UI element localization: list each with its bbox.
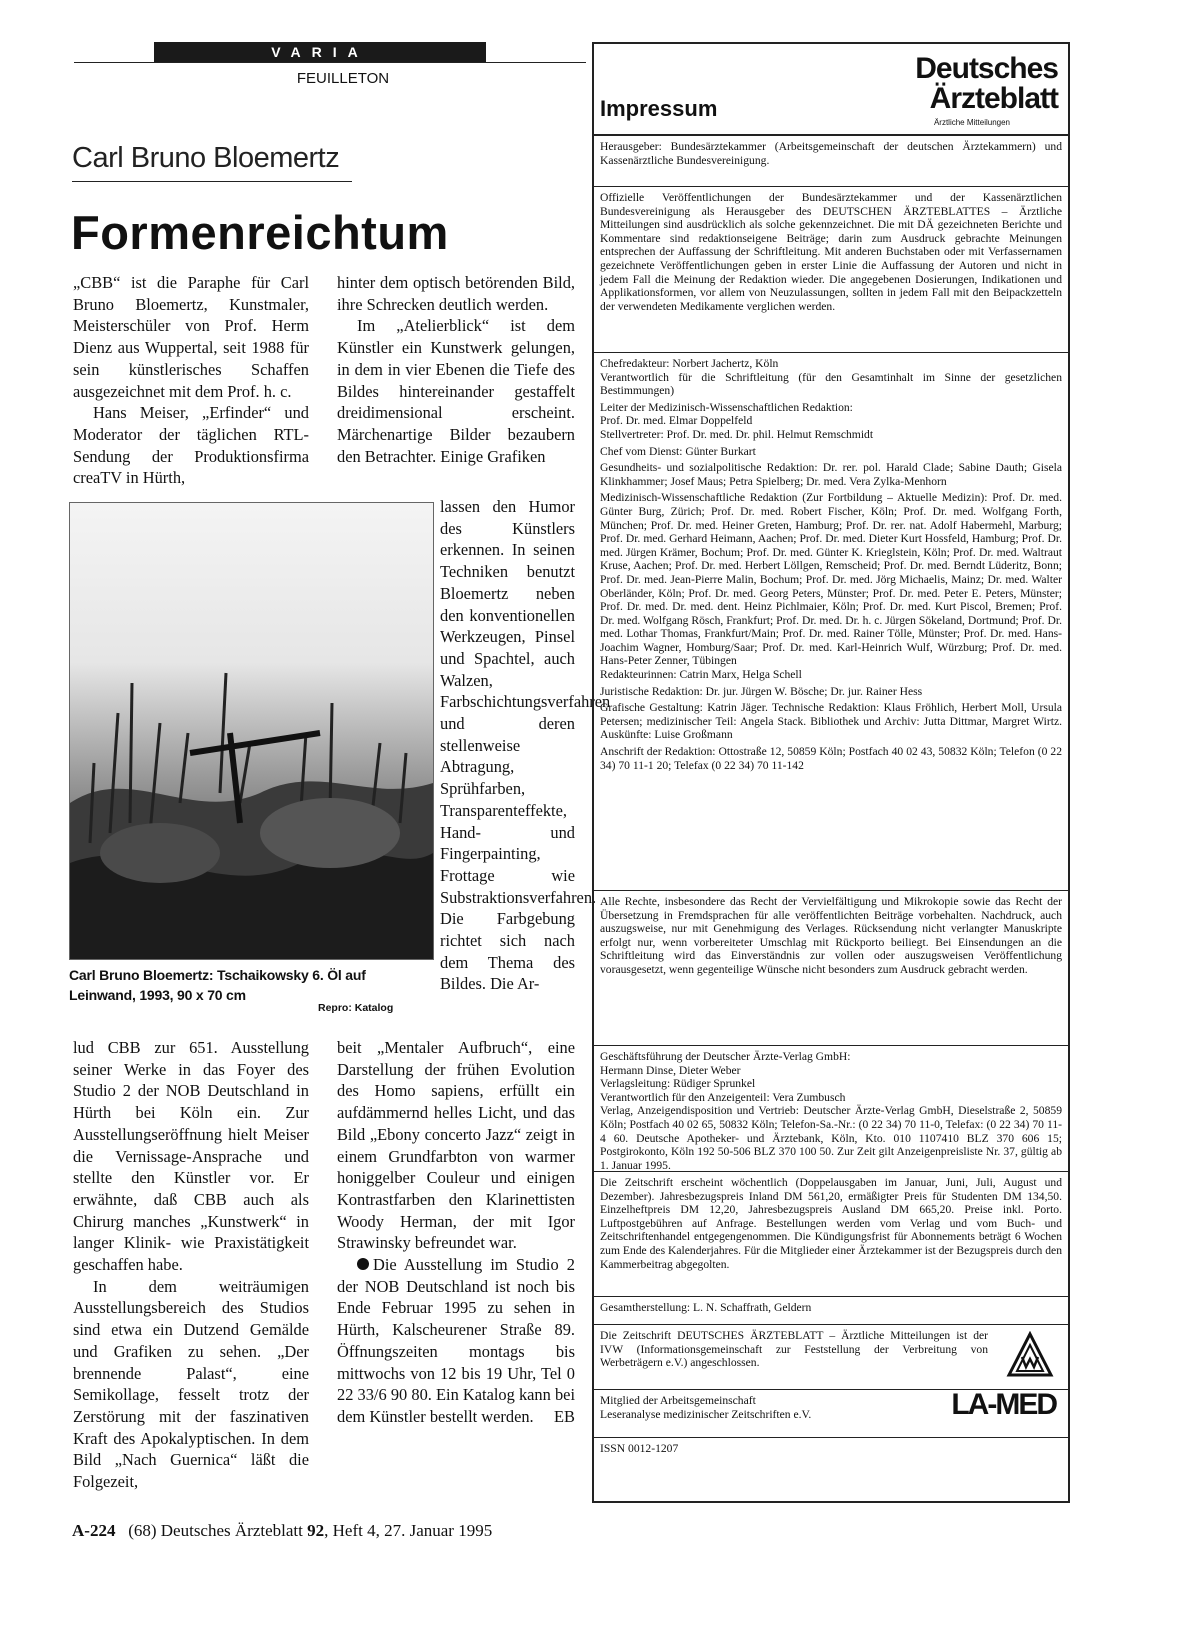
- impressum-line: Redakteurinnen: Catrin Marx, Helga Schell: [600, 668, 802, 682]
- image-caption: Carl Bruno Bloemertz: Tschaikowsky 6. Öl auf Leinwand, 1993, 90 x 70 cm: [69, 967, 366, 1003]
- impressum-official: [594, 187, 1068, 353]
- ivw-logo-icon: [1006, 1331, 1054, 1379]
- impressum-line: Verantwortlich für die Schriftleitung (für den Gesamtinhalt im Sinne der gesetzlichen Bestimmungen): [600, 370, 1062, 398]
- impressum-line: Prof. Dr. med. Elmar Doppelfeld: [600, 414, 753, 428]
- article-column-2-narrow: [440, 496, 611, 995]
- impressum-text: Gesamtherstellung: L. N. Schaffrath, Geldern: [600, 1301, 812, 1314]
- lamed-logo: LA-MED: [951, 1388, 1056, 1421]
- impressum-line: Hermann Dinse, Dieter Weber: [600, 1063, 741, 1077]
- impressum-rights: [594, 891, 1068, 1046]
- paragraph: lassen den Humor des Künstlers erkennen. In seinen Techniken benutzt Bloemertz neben den konventionellen Werkzeugen, Pinsel und Spachtel, auch Walzen, Farbschichtungsverfahren und deren stellenweise Abtragung, Sprühfarben, Transparenteffekte, Hand- und Fingerpainting, Frottage wie Substraktionsverfahren. Die Farbgebung richtet sich nach dem Thema des Bildes. Die Ar-: [440, 497, 611, 994]
- section-subtitle: FEUILLETON: [296, 70, 390, 87]
- impressum-line: Anschrift der Redaktion: Ottostraße 12, 50859 Köln; Postfach 40 02 43, 50832 Köln; Telefon (0 22 34) 70 11-1 20; Telefax (0 22 34) 70 11-142: [600, 745, 1062, 772]
- impressum-line: Geschäftsführung der Deutscher Ärzte-Verlag GmbH:: [600, 1050, 851, 1063]
- impressum-line: Gesundheits- und sozialpolitische Redaktion: Dr. rer. pol. Harald Clade; Sabine Dauth; Gisela Klinkhammer; Josef Maus; Petra Spielberg; Dr. med. Vera Zylka-Menhorn: [600, 461, 1062, 488]
- article-column-1-top: [73, 272, 309, 489]
- impressum-lamed: [594, 1390, 1068, 1438]
- impressum-line: Stellvertreter: Prof. Dr. med. Dr. phil. Helmut Remschmidt: [600, 427, 874, 441]
- author-rule: [72, 181, 352, 182]
- paragraph: beit „Mentaler Aufbruch“, eine Darstellung der frühen Evolution des Homo sapiens, erfüllt ein aufdämmernd helles Licht, und das Bild „Ebony concerto Jazz“ zeigt in einem Grundfarbton von warmer honiggelber Couleur und einigen Kontrastfarben den Klarinettisten Woody Herman, der mit Igor Strawinsky befreundet war.: [337, 1038, 575, 1253]
- signature: EB: [554, 1406, 575, 1426]
- impressum-text: Die Zeitschrift erscheint wöchentlich (Doppelausgaben im Januar, Juni, Juli, August und Dezember). Jahresbezugspreis Inland DM 561,20, ermäßigter Preis für Studenten DM 134,50. Einzelheftpreis DM 12,20, Jahresbezugspreis Ausland DM 665,20. Preise inkl. Porto. Luftpostgebühren auf Anfrage. Bestellungen werden vom Verlag und vom Buch- und Zeitschriftenhandel entgegengenommen. Die Kündigungsfrist für Abonnements beträgt 6 Wochen zum Ende des Kalenderjahres. Für die Mitglieder einer Ärztekammer ist der Bezugspreis durch den Kammerbeitrag abgegolten.: [600, 1176, 1062, 1271]
- impressum-printing: [594, 1297, 1068, 1325]
- footer-volume: 92: [307, 1521, 325, 1540]
- impressum-issn: [594, 1438, 1068, 1468]
- section-bar: VARIA: [154, 42, 486, 63]
- impressum-box: [592, 42, 1070, 1503]
- impressum-text: Alle Rechte, insbesondere das Recht der Vervielfältigung und Mikrokopie sowie das Recht der Übersetzung in Fremdsprachen für alle veröffentlichten Beiträge vorbehalten. Nachdruck, auch auszugsweise, nur mit Genehmigung des Verlages. Rücksendung nicht verlangter Manuskripte erfolgt nur, wenn vorbereiteter Umschlag mit Rückporto beiliegt. Bei Einsendungen an die Schriftleitung wird das Einverständnis zur vollen oder auszugsweisen Veröffentlichung vorausgesetzt, wenn gegenteilige Wünsche nicht besonders zum Ausdruck gebracht werden.: [600, 895, 1062, 976]
- impressum-text: Herausgeber: Bundesärztekammer (Arbeitsgemeinschaft der deutschen Ärztekammern) und Kassenärztliche Bundesvereinigung.: [600, 140, 1062, 167]
- paragraph: „CBB“ ist die Paraphe für Carl Bruno Bloemertz, Kunstmaler, Meisterschüler von Prof. Herm Dienz aus Wuppertal, seit 1988 für sein künstlerisches Schaffen ausgezeichnet mit dem Prof. h. c.: [73, 273, 309, 401]
- impressum-line: Verantwortlich für den Anzeigenteil: Vera Zumbusch: [600, 1090, 846, 1104]
- article-column-2-top: [337, 272, 575, 467]
- impressum-line: Grafische Gestaltung: Katrin Jäger. Technische Redaktion: Klaus Fröhlich, Herbert Moll, Ursula Petersen; medizinischer Teil: Angela Stack. Bibliothek und Archiv: Jutta Dittmar, Margret Wirtz. Auskünfte: Luise Großmann: [600, 701, 1062, 742]
- logo-line-2: Ärzteblatt: [929, 82, 1058, 115]
- bullet-icon: [357, 1258, 369, 1270]
- impressum-line: Chef vom Dienst: Günter Burkart: [600, 444, 756, 458]
- impressum-line: Medizinisch-Wissenschaftliche Redaktion (Zur Fortbildung – Aktuelle Medizin): Prof. Dr. med. Günter Burg, Zürich; Prof. Dr. med. Robert Fischer, Köln; Prof. Dr. med. Wolfgang Forth, München; Prof. Dr. med. Heiner Greten, Hamburg; Prof. Dr. rer. nat. Adolf Habermehl, Marburg; Prof. Dr. med. Gerhard Heimann, Aachen; Prof. Dr. med. Dieter Kurt Hossfeld, Hamburg; Prof. Dr. med. Jürgen Krämer, Bochum; Prof. Dr. med. Günter K. Krieglstein, Köln; Prof. Dr. med. Waltraut Kruse, Aachen; Prof. Dr. med. Herbert Löllgen, Remscheid; Prof. Dr. med. Berndt Lüderitz, Bonn; Prof. Dr. med. Jean-Pierre Malin, Bochum; Prof. Dr. med. Jörg Michaelis, Mainz; Dr. med. Walter Oberländer, Köln; Prof. Dr. med. Georg Peters, Münster; Prof. Dr. med. Peter E. Peters, Münster; Prof. Dr. med. Dr. med. dent. Heinz Pichlmaier, Köln; Prof. Dr. med. Kurt Piscol, Bremen; Prof. Dr. med. Wolfgang Rösch, Frankfurt; Prof. Dr. med. Dr. h. c. Jürgen Sökeland, Dortmund; Prof. Dr. med. Lothar Thomas, Frankfurt/Main; Prof. Dr. med. Rainer Tölle, Münster; Prof. Dr. med. Hans-Joachim Wagner, Homburg/Saar; Prof. Dr. med. Karl-Heinrich Wulf, Würzburg; Prof. Dr. med. Hans-Peter Zenner, Tübingen: [600, 491, 1062, 668]
- footer-journal: (68) Deutsches Ärzteblatt: [128, 1521, 303, 1540]
- section-rule: [74, 62, 586, 63]
- paragraph: Hans Meiser, „Erfinder“ und Moderator der täglichen RTL-Sendung der Produktionsfirma creaTV in Hürth,: [73, 403, 309, 488]
- article-column-2-bottom: [337, 1037, 575, 1428]
- paragraph: hinter dem optisch betörenden Bild, ihre Schrecken deutlich werden.: [337, 273, 575, 314]
- impressum-text: Die Zeitschrift DEUTSCHES ÄRZTEBLATT – Ärztliche Mitteilungen ist der IVW (Informationsgemeinschaft zur Feststellung der Verbreitung von Werbeträgern e.V.) angeschlossen.: [600, 1329, 988, 1370]
- painting-image: [69, 502, 434, 960]
- impressum-line: Mitglied der Arbeitsgemeinschaft: [600, 1394, 756, 1407]
- impressum-publisher-info: [594, 1046, 1068, 1172]
- impressum-subscription: [594, 1172, 1068, 1297]
- paragraph: Im „Atelierblick“ ist dem Künstler ein Kunstwerk gelungen, in dem in vier Ebenen die Tiefe des Bildes hintereinander gestaffelt dreidimensional erscheint. Märchenartige Bilder bezaubern den Betrachter. Einige Grafiken: [337, 316, 575, 466]
- impressum-editorial: [594, 353, 1068, 891]
- impressum-line: Verlagsleitung: Rüdiger Sprunkel: [600, 1077, 756, 1091]
- page-number: A-224: [72, 1521, 116, 1540]
- paragraph: In dem weiträumigen Ausstellungsbereich des Studios sind etwa ein Dutzend Gemälde und Grafiken zu sehen. „Der brennende Palast“, eine Semikollage, fesselt trotz der Zerstörung mit der faszinativen Kraft des Apokalyptischen. In dem Bild „Nach Guernica“ läßt die Folgezeit,: [73, 1276, 309, 1492]
- impressum-line: Leseranalyse medizinischer Zeitschriften e.V.: [600, 1407, 812, 1421]
- article-headline: Formenreichtum: [71, 206, 449, 259]
- info-paragraph: [337, 1254, 575, 1428]
- article-column-1-bottom: [73, 1037, 309, 1493]
- journal-logo: [915, 54, 1058, 114]
- impressum-line: Leiter der Medizinisch-Wissenschaftlichen Redaktion:: [600, 400, 853, 414]
- impressum-header: [594, 44, 1068, 136]
- footer-issue: , Heft 4, 27. Januar 1995: [324, 1521, 493, 1540]
- paragraph: lud CBB zur 651. Ausstellung seiner Werke in das Foyer des Studio 2 der NOB Deutschland in Hürth bei Köln ein. Zur Ausstellungseröffnung hielt Meiser die Vernissage-Ansprache und stellte den Künstler vor. Er erwähnte, daß CBB auch als Chirurg manches „Kunstwerk“ in langer Klinik- wie Praxistätigkeit geschaffen habe.: [73, 1038, 309, 1275]
- impressum-title: Impressum: [600, 96, 718, 121]
- impressum-text: Offizielle Veröffentlichungen der Bundesärztekammer und der Kassenärztlichen Bundesvereinigung als Herausgeber des DEUTSCHEN ÄRZTEBLATTES – Ärztliche Mitteilungen sind ausdrücklich als solche gekennzeichnet. Die mit DÄ gezeichneten Berichte und Kommentare sind redaktionseigene Beiträge; darin zum Ausdruck gebrachte Meinungen entsprechen der Auffassung der Schriftleitung. Mit anderen Buchstaben oder mit Verfassernamen gezeichnete Veröffentlichungen geben in erster Linie die Auffassung der Autoren und nicht in jedem Fall die Meinung der Redaktion wieder. Die angegebenen Dosierungen, Indikationen und Applikationsformen, vor allem von Neuzulassungen, sollten in jedem Fall mit den Beipackzetteln der verwendeten Medikamente verglichen werden.: [600, 191, 1062, 313]
- impressum-ivw: [594, 1325, 1068, 1390]
- info-text: Die Ausstellung im Studio 2 der NOB Deutschland ist noch bis Ende Februar 1995 zu sehen in Hürth, Kalscheurener Straße 89. Öffnungszeiten montags bis mittwochs von 12 bis 19 Uhr, Tel 0 22 33/6 90 80. Ein Katalog kann bei dem Künstler bestellt werden.: [337, 1255, 575, 1426]
- article-author: Carl Bruno Bloemertz: [72, 142, 340, 174]
- logo-subtitle: Ärztliche Mitteilungen: [933, 118, 1010, 127]
- impressum-line: Juristische Redaktion: Dr. jur. Jürgen W. Bösche; Dr. jur. Rainer Hess: [600, 684, 923, 698]
- impressum-publisher: [594, 136, 1068, 187]
- impressum-line: Verlag, Anzeigendisposition und Vertrieb: Deutscher Ärzte-Verlag GmbH, Dieselstraße 2, 50859 Köln; Postfach 40 02 65, 50832 Köln; Telefon-Sa.-Nr.: (0 22 34) 70 11-0, Telefax: (0 22 34) 70 11-4 60. Deutsche Apotheker- und Ärztebank, Köln, Kto. 010 1107410 BLZ 370 606 15; Postgirokonto, Köln 192 50-506 BLZ 370 100 50. Zur Zeit gilt Anzeigenpreisliste Nr. 37, gültig ab 1. Januar 1995.: [600, 1104, 1062, 1172]
- painting-graphic: [70, 503, 433, 959]
- page-footer: [72, 1521, 492, 1541]
- logo-line-1: Deutsches: [915, 52, 1058, 85]
- impressum-line: Chefredakteur: Norbert Jachertz, Köln: [600, 357, 779, 370]
- image-credit: Repro: Katalog: [318, 1002, 394, 1014]
- issn: ISSN 0012-1207: [600, 1442, 679, 1455]
